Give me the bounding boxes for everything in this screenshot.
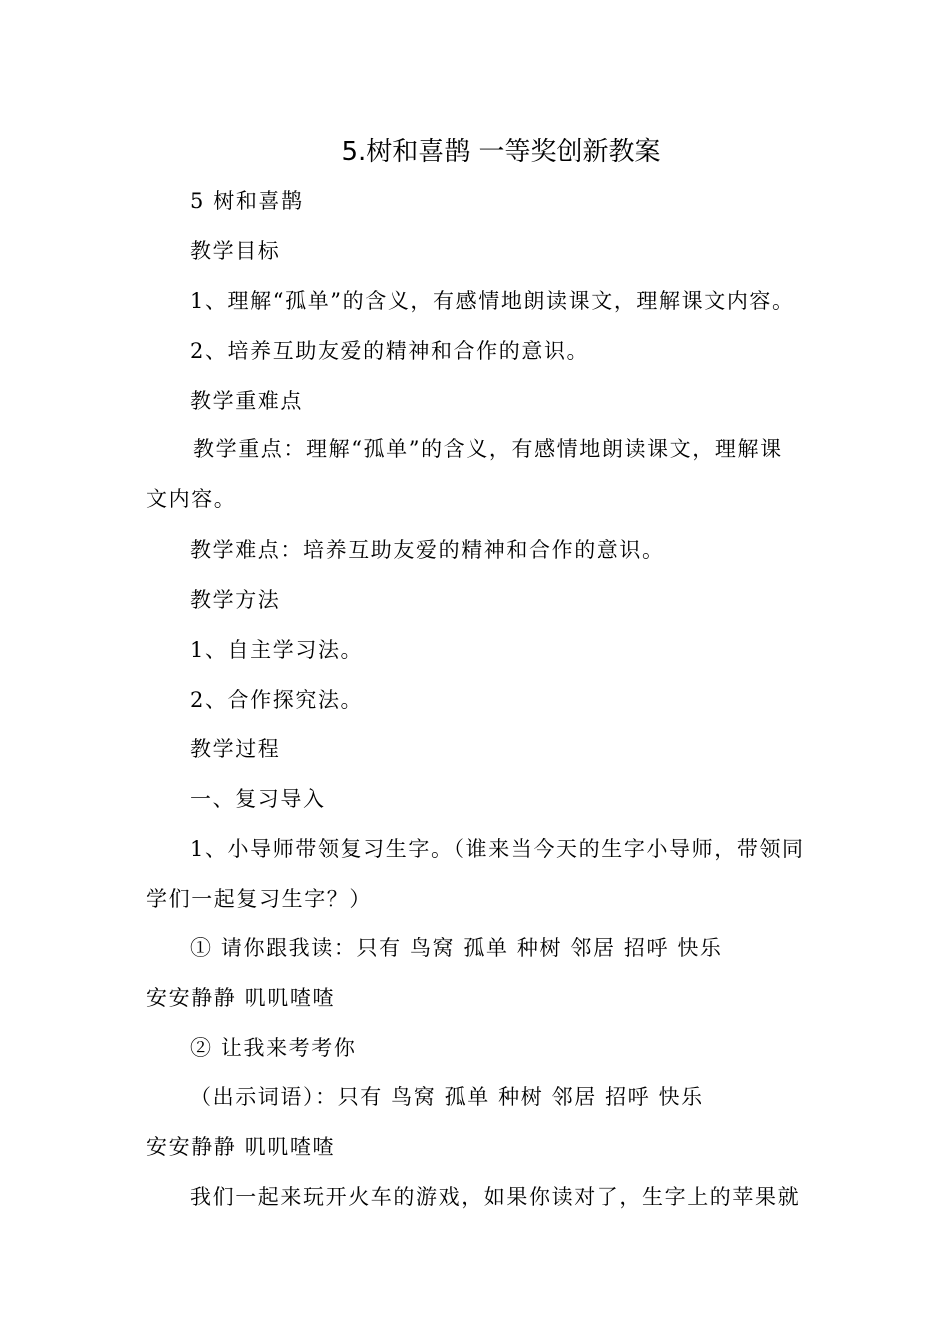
difficult-point: 教学难点：培养互助友爱的精神和合作的意识。: [190, 538, 665, 562]
key-point-line-2: 文内容。: [146, 487, 237, 511]
train-game-line: 我们一起来玩开火车的游戏，如果你读对了，生字上的苹果就: [190, 1185, 801, 1209]
section-heading-methods: 教学方法: [190, 588, 281, 612]
word-list-line-1: （出示词语）：只有 鸟窝 孤单 种树 邻居 招呼 快乐: [190, 1085, 704, 1109]
document-title: 5.树和喜鹊 一等奖创新教案: [341, 137, 661, 167]
lesson-heading: 5 树和喜鹊: [190, 189, 304, 213]
quiz-heading: ② 让我来考考你: [190, 1036, 357, 1060]
key-point-line-1: 教学重点：理解“孤单”的含义，有感情地朗读课文，理解课: [193, 437, 783, 461]
section-heading-objectives: 教学目标: [190, 239, 281, 263]
step-heading-review: 一、复习导入: [190, 787, 326, 811]
word-list-line-2: 安安静静 叽叽喳喳: [146, 1135, 336, 1159]
read-after-me-line-1: ① 请你跟我读：只有 鸟窝 孤单 种树 邻居 招呼 快乐: [190, 936, 723, 960]
method-1: 1、自主学习法。: [190, 638, 364, 662]
section-heading-process: 教学过程: [190, 737, 281, 761]
review-item-line-1: 1、小导师带领复习生字。（谁来当今天的生字小导师，带领同: [190, 837, 805, 861]
objective-2: 2、培养互助友爱的精神和合作的意识。: [190, 339, 590, 363]
objective-1: 1、理解“孤单”的含义，有感情地朗读课文，理解课文内容。: [190, 289, 795, 313]
section-heading-key-points: 教学重难点: [190, 389, 303, 413]
review-item-line-2: 学们一起复习生字？）: [146, 887, 372, 911]
method-2: 2、合作探究法。: [190, 688, 364, 712]
read-after-me-line-2: 安安静静 叽叽喳喳: [146, 986, 336, 1010]
